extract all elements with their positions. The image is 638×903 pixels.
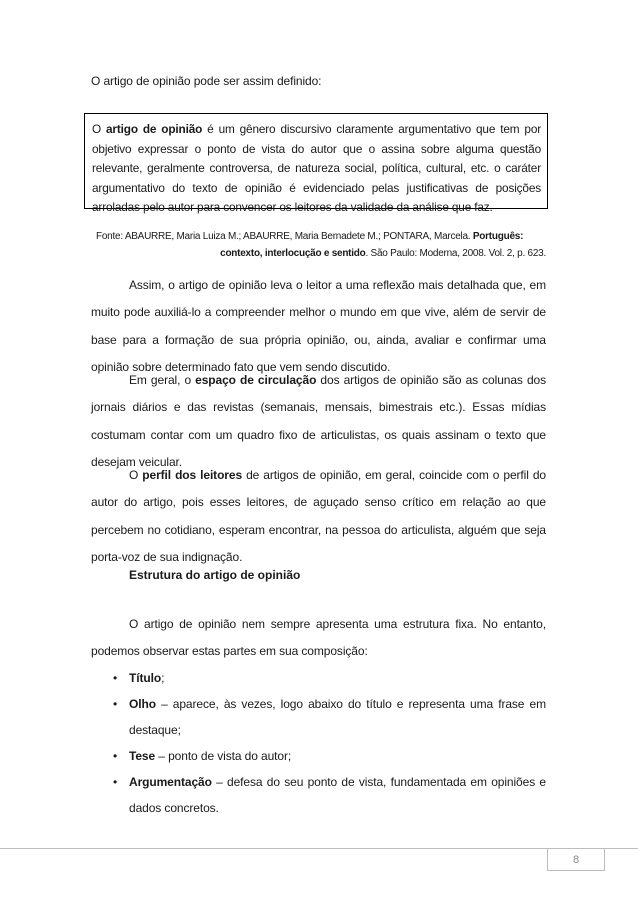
list-item-term: Argumentação	[129, 775, 212, 789]
list-item-text: ;	[161, 671, 165, 685]
definition-start: O	[92, 122, 107, 136]
source-line-2	[96, 245, 546, 262]
list-item-term: Título	[129, 671, 162, 685]
list-item	[91, 691, 546, 743]
paragraph-3	[91, 462, 546, 572]
paragraph-1: Assim, o artigo de opinião leva o leitor a uma reflexão mais detalhada que, em muito pode auxiliá-lo a compreender melhor o mundo em que vive, além de servir de base para a formação de sua própria opinião, ou, ainda, avaliar e confirmar uma opinião sobre determinado fato que vem sendo discutido.	[91, 278, 546, 375]
list-item	[91, 665, 546, 691]
definition-term: artigo de opinião	[106, 122, 203, 136]
list-item-term: Olho	[129, 697, 156, 711]
definition-text: é um gênero discursivo claramente argumentativo que tem por objetivo expressar o ponto de vista do autor que o assina sobre alguma questão relevante, geralmente controversa, de natureza social, política, cultural, etc. o caráter argumentativo do texto de opinião é evidenciado pelas justificativas de posições arroladas pelo autor para convencer os leitores da validade da análise que faz.	[92, 122, 542, 214]
list-item-text: – ponto de vista do autor;	[155, 749, 292, 763]
source-subtitle: contexto, interlocução e sentido	[220, 248, 366, 259]
paragraph-3-bold: perfil dos leitores	[142, 468, 243, 482]
definition-box	[84, 113, 548, 214]
section-heading: Estrutura do artigo de opinião	[129, 568, 301, 582]
paragraph-2	[91, 367, 546, 477]
paragraph-2-bold: espaço de circulação	[195, 373, 317, 387]
page-number: 8	[547, 849, 605, 871]
source-title: Português:	[472, 231, 524, 242]
paragraph-4: O artigo de opinião nem sempre apresenta uma estrutura fixa. No entanto, podemos observar estas partes em sua composição:	[91, 617, 546, 659]
bullet-icon: •	[113, 671, 118, 685]
paragraph-3-rest: de artigos de opinião, em geral, coincide com o perfil do autor do artigo, pois esses leitores, de aguçado senso crítico em relação ao que percebem no cotidiano, esperam encontrar, na pessoa do articulista, alguém que seja porta-voz de sua indignação.	[91, 468, 546, 565]
source-citation	[96, 228, 546, 262]
source-publisher: . São Paulo: Moderna, 2008. Vol. 2, p. 623.	[365, 248, 546, 259]
paragraph-2-rest: dos artigos de opinião são as colunas dos jornais diários e das revistas (semanais, mensais, bimestrais etc.). Essas mídias costumam contar com um quadro fixo de articulistas, os quais assinam o texto que desejam veicular.	[91, 373, 546, 470]
list-item	[91, 743, 546, 769]
source-line-1	[96, 228, 546, 245]
bullet-icon: •	[113, 697, 118, 711]
bullet-icon: •	[113, 749, 118, 763]
list-item-term: Tese	[129, 749, 156, 763]
list-item	[91, 769, 546, 821]
source-authors: Fonte: ABAURRE, Maria Luiza M.; ABAURRE, Maria Bernadete M.; PONTARA, Marcela.	[96, 231, 473, 242]
structure-list	[91, 665, 546, 821]
paragraph-2-start: Em geral, o	[129, 373, 196, 387]
footer-divider	[0, 848, 638, 849]
list-item-text: – aparece, às vezes, logo abaixo do título e representa uma frase em destaque;	[129, 697, 546, 737]
intro-text: O artigo de opinião pode ser assim definido:	[91, 74, 322, 88]
bullet-icon: •	[113, 775, 118, 789]
paragraph-3-start: O	[129, 468, 143, 482]
list-item-text: – defesa do seu ponto de vista, fundamentada em opiniões e dados concretos.	[129, 775, 546, 815]
